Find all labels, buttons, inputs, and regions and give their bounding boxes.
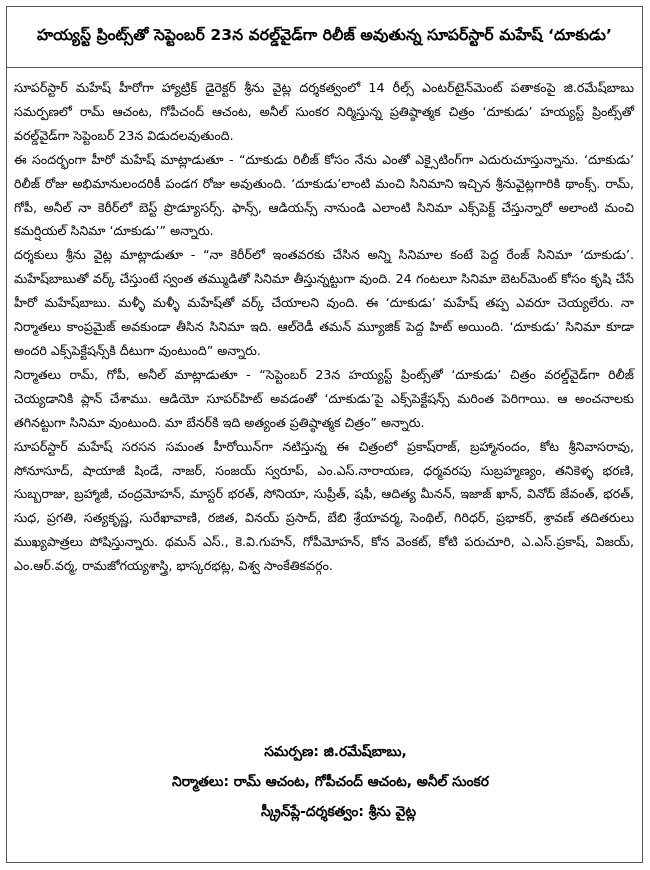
headline: హయ్యస్ట్ ప్రింట్స్‌తో సెప్టెంబర్ 23న వరల్డ్‌వైడ్‌గా రిలీజ్ అవుతున్న సూపర్‌స్టార్ మహేష్ ‘దూకుడు’ bbox=[6, 6, 643, 68]
paragraph-cast-crew: సూపర్‌స్టార్ మహేష్ సరసన సమంత హీరోయిన్‌గా నటిస్తున్న ఈ చిత్రంలో ప్రకాష్‌రాజ్, బ్రహ్మానందం, కోట శ్రీనివాసరావు, సోనూసూద్, షాయాజీ షిండే, నాజర్, సంజయ్ స్వరూప్, ఎం.ఎస్.నారాయణ, ధర్మవరపు సుబ్రహ్మణ్యం, తనికెళ్ళ భరణి, సుబ్బరాజు, బ్రహ్మాజీ, చంద్రమోహన్, మాస్టర్ భరత్, సోనియా, సుప్రీత్, షఫీ, ఆదిత్య మీనన్, ఇజాజ్ ఖాన్, వినోద్ జేవంత్, భరత్, సుధ, ప్రగతి, సత్యకృష్ణ, సురేఖావాణి, రజిత, వినయ్ ప్రసాద్, బేబి శ్రేయావర్మ, సెంథిల్, గిరిధర్, ప్రభాకర్, శ్రావణ్ తదితరులు ముఖ్యపాత్రలు పోషిస్తున్నారు. థమన్ ఎస్., కె.వి.గుహన్, గోపీమోహన్, కోన వెంకట్, కోటి పరుచూరి, ఎ.ఎస్.ప్రకాష్, విజయ్, ఎం.ఆర్.వర్మ, రామజోగయ్యశాస్త్రి, భాస్కరభట్ల, విశ్వ సాంకేతికవర్గం. bbox=[14, 438, 634, 574]
credit-director: స్క్రీన్‌ప్లే-దర్శకత్వం: శ్రీను వైట్ల bbox=[261, 804, 416, 820]
credit-presenter: సమర్పణ: జి.రమేష్‌బాబు, bbox=[264, 744, 407, 760]
paragraph-producers-quote: నిర్మాతలు రామ్, గోపీ, అనీల్ మాట్లాడుతూ - “సెప్టెంబర్ 23న హయ్యస్ట్ ప్రింట్స్‌తో ‘దూకుడు’ చిత్రం వరల్డ్‌వైడ్‌గా రిలీజ్ చెయ్యడానికి ప్లాన్ చేశాము. ఆడియో సూపర్‌హిట్ అవడంతో ‘దూకుడు’పై ఎక్స్‌పెక్టేషన్స్ మరింత పెరిగాయి. ఆ అంచనాలకు తగినట్టుగా సినిమా వుంటుంది. మా బేనర్‌కి ఇది అత్యంత ప్రతిష్ఠాత్మక చిత్రం” అన్నారు. bbox=[14, 366, 634, 430]
article-body bbox=[14, 76, 634, 578]
credit-producers: నిర్మాతలు: రామ్ ఆచంట, గోపీచంద్ ఆచంట, అనీల్ సుంకర bbox=[172, 774, 489, 790]
paragraph-intro: సూపర్‌స్టార్ మహేష్ హీరోగా హ్యాట్రిక్ డైరెక్టర్ శ్రీను వైట్ల దర్శకత్వంలో 14 రీల్స్ ఎంటర్‌టైన్‌మెంట్ పతాకంపై జి.రమేష్‌బాబు సమర్పణలో రామ్ ఆచంట, గోపీచంద్ ఆచంట, అనీల్ సుంకర నిర్మిస్తున్న ప్రతిష్ఠాత్మక చిత్రం ‘దూకుడు’ హయ్యస్ట్ ప్రింట్స్‌తో వరల్డ్‌వైడ్‌గా సెప్టెంబర్ 23న విడుదలవుతుంది. bbox=[14, 80, 634, 143]
paragraph-director-quote: దర్శకులు శ్రీను వైట్ల మాట్లాడుతూ - “నా కెరీర్‌లో ఇంతవరకు చేసిన అన్ని సినిమాల కంటే పెద్ద రేంజ్ సినిమా ‘దూకుడు’. మహేష్‌బాబుతో వర్క్ చేస్తుంటే స్వంత తమ్ముడితో సినిమా తీస్తున్నట్టుగా వుంది. 24 గంటలూ సినిమా బెటర్‌మెంట్ కోసం కృషి చేసే హీరో మహేష్‌బాబు. మళ్ళీ మళ్ళీ మహేష్‌తో వర్క్ చేయాలని వుంది. ఈ ‘దూకుడు’ మహేష్ తప్ప ఎవరూ చెయ్యలేరు. నా నిర్మాతలు కాంప్రమైజ్ అవకుండా తీసిన సినిమా ఇది. ఆల్‌రెడీ తమన్ మ్యూజిక్ పెద్ద హిట్ అయింది. ‘దూకుడు’ సినిమా కూడా అందరి ఎక్స్‌పెక్టేషన్స్‌కి దీటుగా వుంటుంది” అన్నారు. bbox=[14, 247, 634, 358]
credits-block bbox=[6, 737, 643, 827]
paragraph-hero-quote: ఈ సందర్భంగా హీరో మహేష్ మాట్లాడుతూ - “దూకుడు రిలీజ్ కోసం నేను ఎంతో ఎక్సైటింగ్‌గా ఎదురుచూస్తున్నాను. ‘దూకుడు’ రిలీజ్ రోజు అభిమానులందరికీ పండగ రోజు అవుతుంది. ‘దూకుడు’లాంటి మంచి సినిమాని ఇచ్చిన శ్రీనువైట్లగారికి థాంక్స్. రామ్, గోపీ, అనీల్ నా కెరీర్‌లో బెస్ట్ ప్రొడ్యూసర్స్. ఫాన్స్, ఆడియన్స్ నానుండి ఎలాంటి సినిమా ఎక్స్‌పెక్ట్ చేస్తున్నారో అలాంటి మంచి కమర్షియల్ సినిమా ‘దూకుడు’” అన్నారు. bbox=[14, 151, 634, 239]
